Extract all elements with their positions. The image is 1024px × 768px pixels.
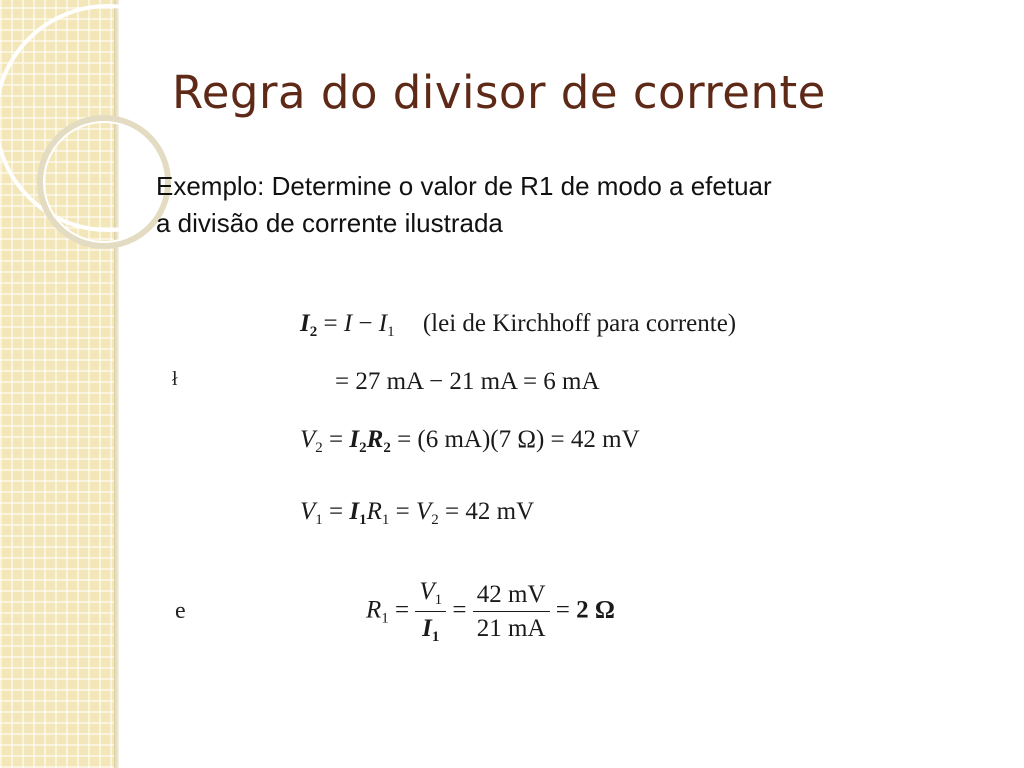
fraction-v1-over-i1: $\frac{V_1}{I_1}$ xyxy=(415,578,446,646)
slide-title: Regra do divisor de corrente xyxy=(172,66,826,119)
result-value: 2 Ω xyxy=(576,596,615,624)
example-text xyxy=(156,168,996,242)
example-line-2: a divisão de corrente ilustrada xyxy=(156,208,503,238)
equation-kirchhoff: $I_2 = I - I_1$ (lei de Kirchhoff para corrente) xyxy=(300,310,737,340)
fraction-42mv-over-21ma: $\frac{42 mV}{21 mA}$ xyxy=(473,581,550,643)
equation-resistance-r1: $R_1$ = $\frac{V_1}{I_1}$ = $\frac{42 mV}{21 mA}$ = 2 Ω xyxy=(366,578,615,645)
example-line-1: Exemplo: Determine o valor de R1 de modo a efetuar xyxy=(156,171,772,201)
stray-mark-1: ł xyxy=(172,368,178,390)
equation-voltage-v2: $V_2 = I_2R_2 = (6$ mA)(7 Ω) = 42 mV xyxy=(300,426,640,456)
stray-mark-2: e xyxy=(175,598,186,624)
equation-current-i2: = 27 mA − 21 mA = 6 mA xyxy=(335,368,600,395)
equation-voltage-v1: $V_1 = I_1R_1 = V_2 = 42$ mV xyxy=(300,498,535,528)
kirchhoff-note: (lei de Kirchhoff para corrente) xyxy=(422,310,737,337)
